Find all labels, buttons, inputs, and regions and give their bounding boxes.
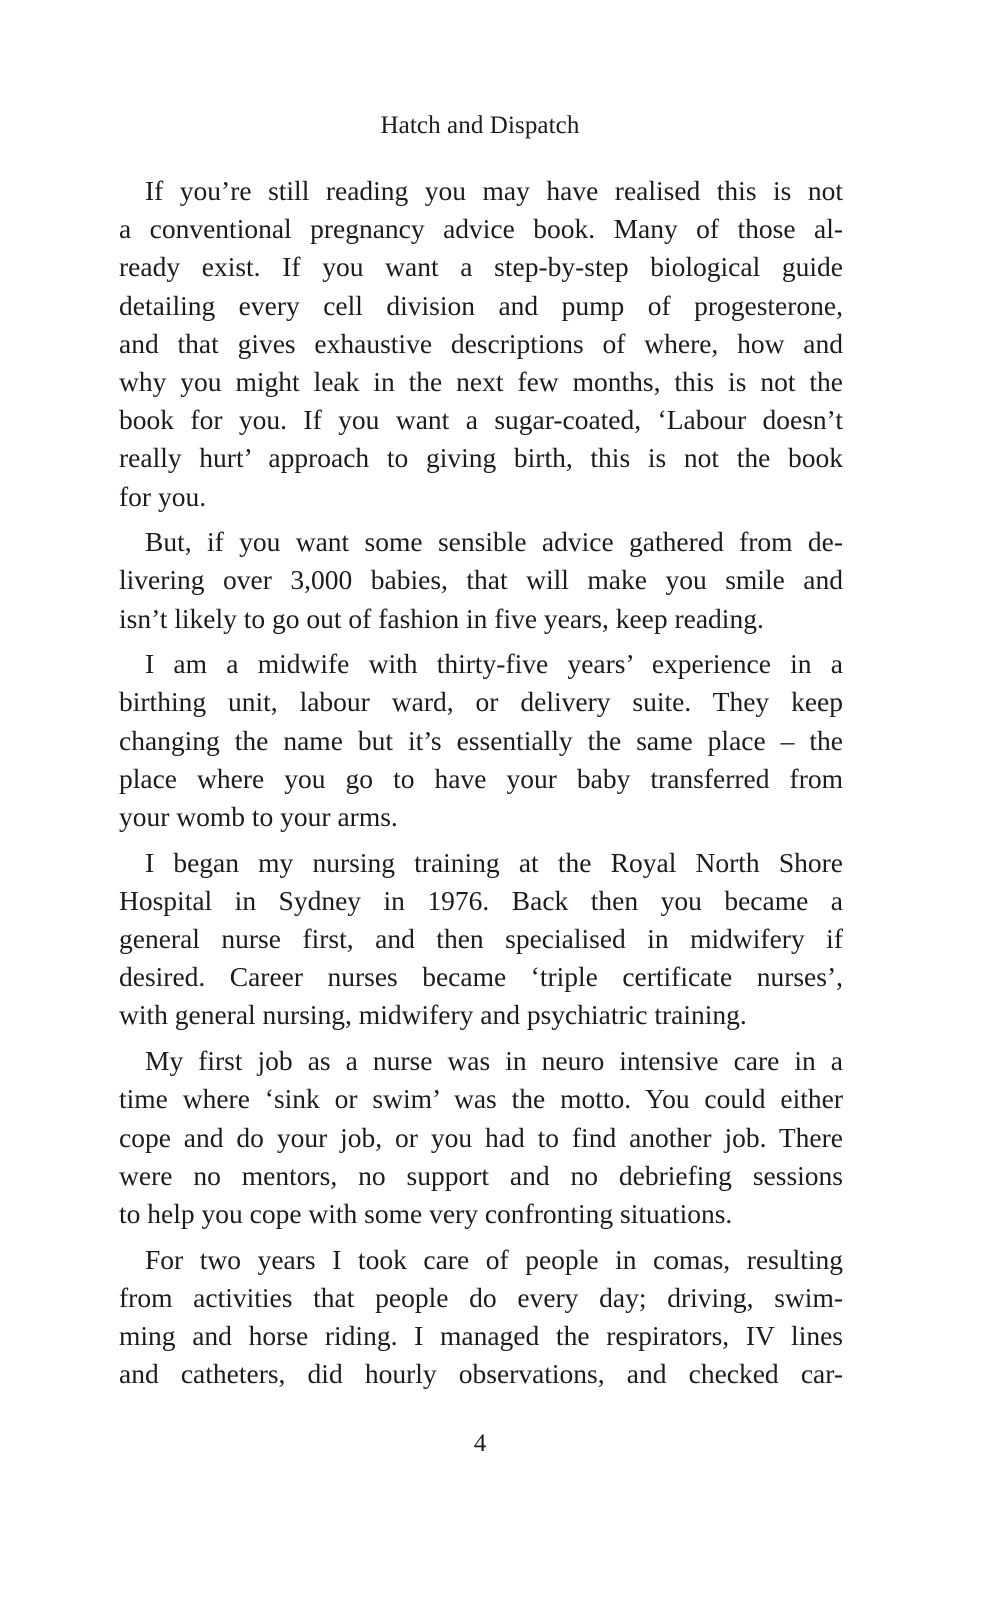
paragraph xyxy=(119,645,843,836)
text-line: For two years I took care of people in comas, resulting xyxy=(145,1243,843,1275)
text-line: book for you. If you want a sugar-coated, ‘Labour doesn’t xyxy=(119,404,843,436)
text-line: why you might leak in the next few months, this is not the xyxy=(119,365,843,397)
text-line: and that gives exhaustive descriptions of where, how and xyxy=(119,327,843,359)
running-head: Hatch and Dispatch xyxy=(380,112,580,139)
paragraph xyxy=(119,523,843,638)
text-line: time where ‘sink or swim’ was the motto. You could either xyxy=(119,1083,843,1115)
text-line: ming and horse riding. I managed the respirators, IV lines xyxy=(119,1319,843,1351)
text-line: isn’t likely to go out of fashion in five years, keep reading. xyxy=(119,602,764,634)
text-line: If you’re still reading you may have realised this is not xyxy=(145,175,843,206)
text-line: your womb to your arms. xyxy=(119,801,398,832)
text-line: I am a midwife with thirty-five years’ experience in a xyxy=(145,648,843,680)
paragraph-gap xyxy=(119,638,843,646)
text-line: livering over 3,000 babies, that will make you smile and xyxy=(119,564,843,596)
paragraph xyxy=(119,844,843,1035)
text-line: cope and do your job, or you had to find another job. There xyxy=(119,1121,843,1153)
paragraph-gap xyxy=(119,836,843,844)
paragraph xyxy=(119,1241,843,1394)
page-number: 4 xyxy=(473,1430,487,1457)
paragraph xyxy=(119,172,843,516)
text-line: I began my nursing training at the Royal North Shore xyxy=(145,846,843,878)
text-line: and catheters, did hourly observations, and checked car- xyxy=(119,1358,843,1390)
text-line: place where you go to have your baby transferred from xyxy=(119,762,843,794)
text-line: were no mentors, no support and no debriefing sessions xyxy=(119,1159,843,1191)
paragraph xyxy=(119,1042,843,1233)
text-line: to help you cope with some very confronting situations. xyxy=(119,1197,733,1229)
text-line: Hospital in Sydney in 1976. Back then you became a xyxy=(119,884,843,916)
text-line: detailing every cell division and pump of progesterone, xyxy=(119,289,843,321)
text-line: But, if you want some sensible advice gathered from de- xyxy=(145,526,843,558)
text-line: changing the name but it’s essentially the same place – the xyxy=(119,724,843,756)
text-line: birthing unit, labour ward, or delivery suite. They keep xyxy=(119,686,843,718)
paragraph-gap xyxy=(119,1035,843,1043)
text-line: from activities that people do every day; driving, swim- xyxy=(119,1281,843,1313)
text-line: for you. xyxy=(119,480,207,512)
text-line: My first job as a nurse was in neuro intensive care in a xyxy=(145,1045,843,1077)
paragraph-gap xyxy=(119,516,843,524)
body-text xyxy=(119,172,843,1393)
text-line: desired. Career nurses became ‘triple certificate nurses’, xyxy=(119,961,843,993)
paragraph-gap xyxy=(119,1233,843,1241)
text-line: really hurt’ approach to giving birth, this is not the book xyxy=(119,442,843,474)
text-line: ready exist. If you want a step-by-step biological guide xyxy=(119,251,843,283)
text-line: a conventional pregnancy advice book. Many of those al- xyxy=(119,213,843,245)
text-line: with general nursing, midwifery and psychiatric training. xyxy=(119,999,747,1031)
text-line: general nurse first, and then specialised in midwifery if xyxy=(119,923,843,955)
